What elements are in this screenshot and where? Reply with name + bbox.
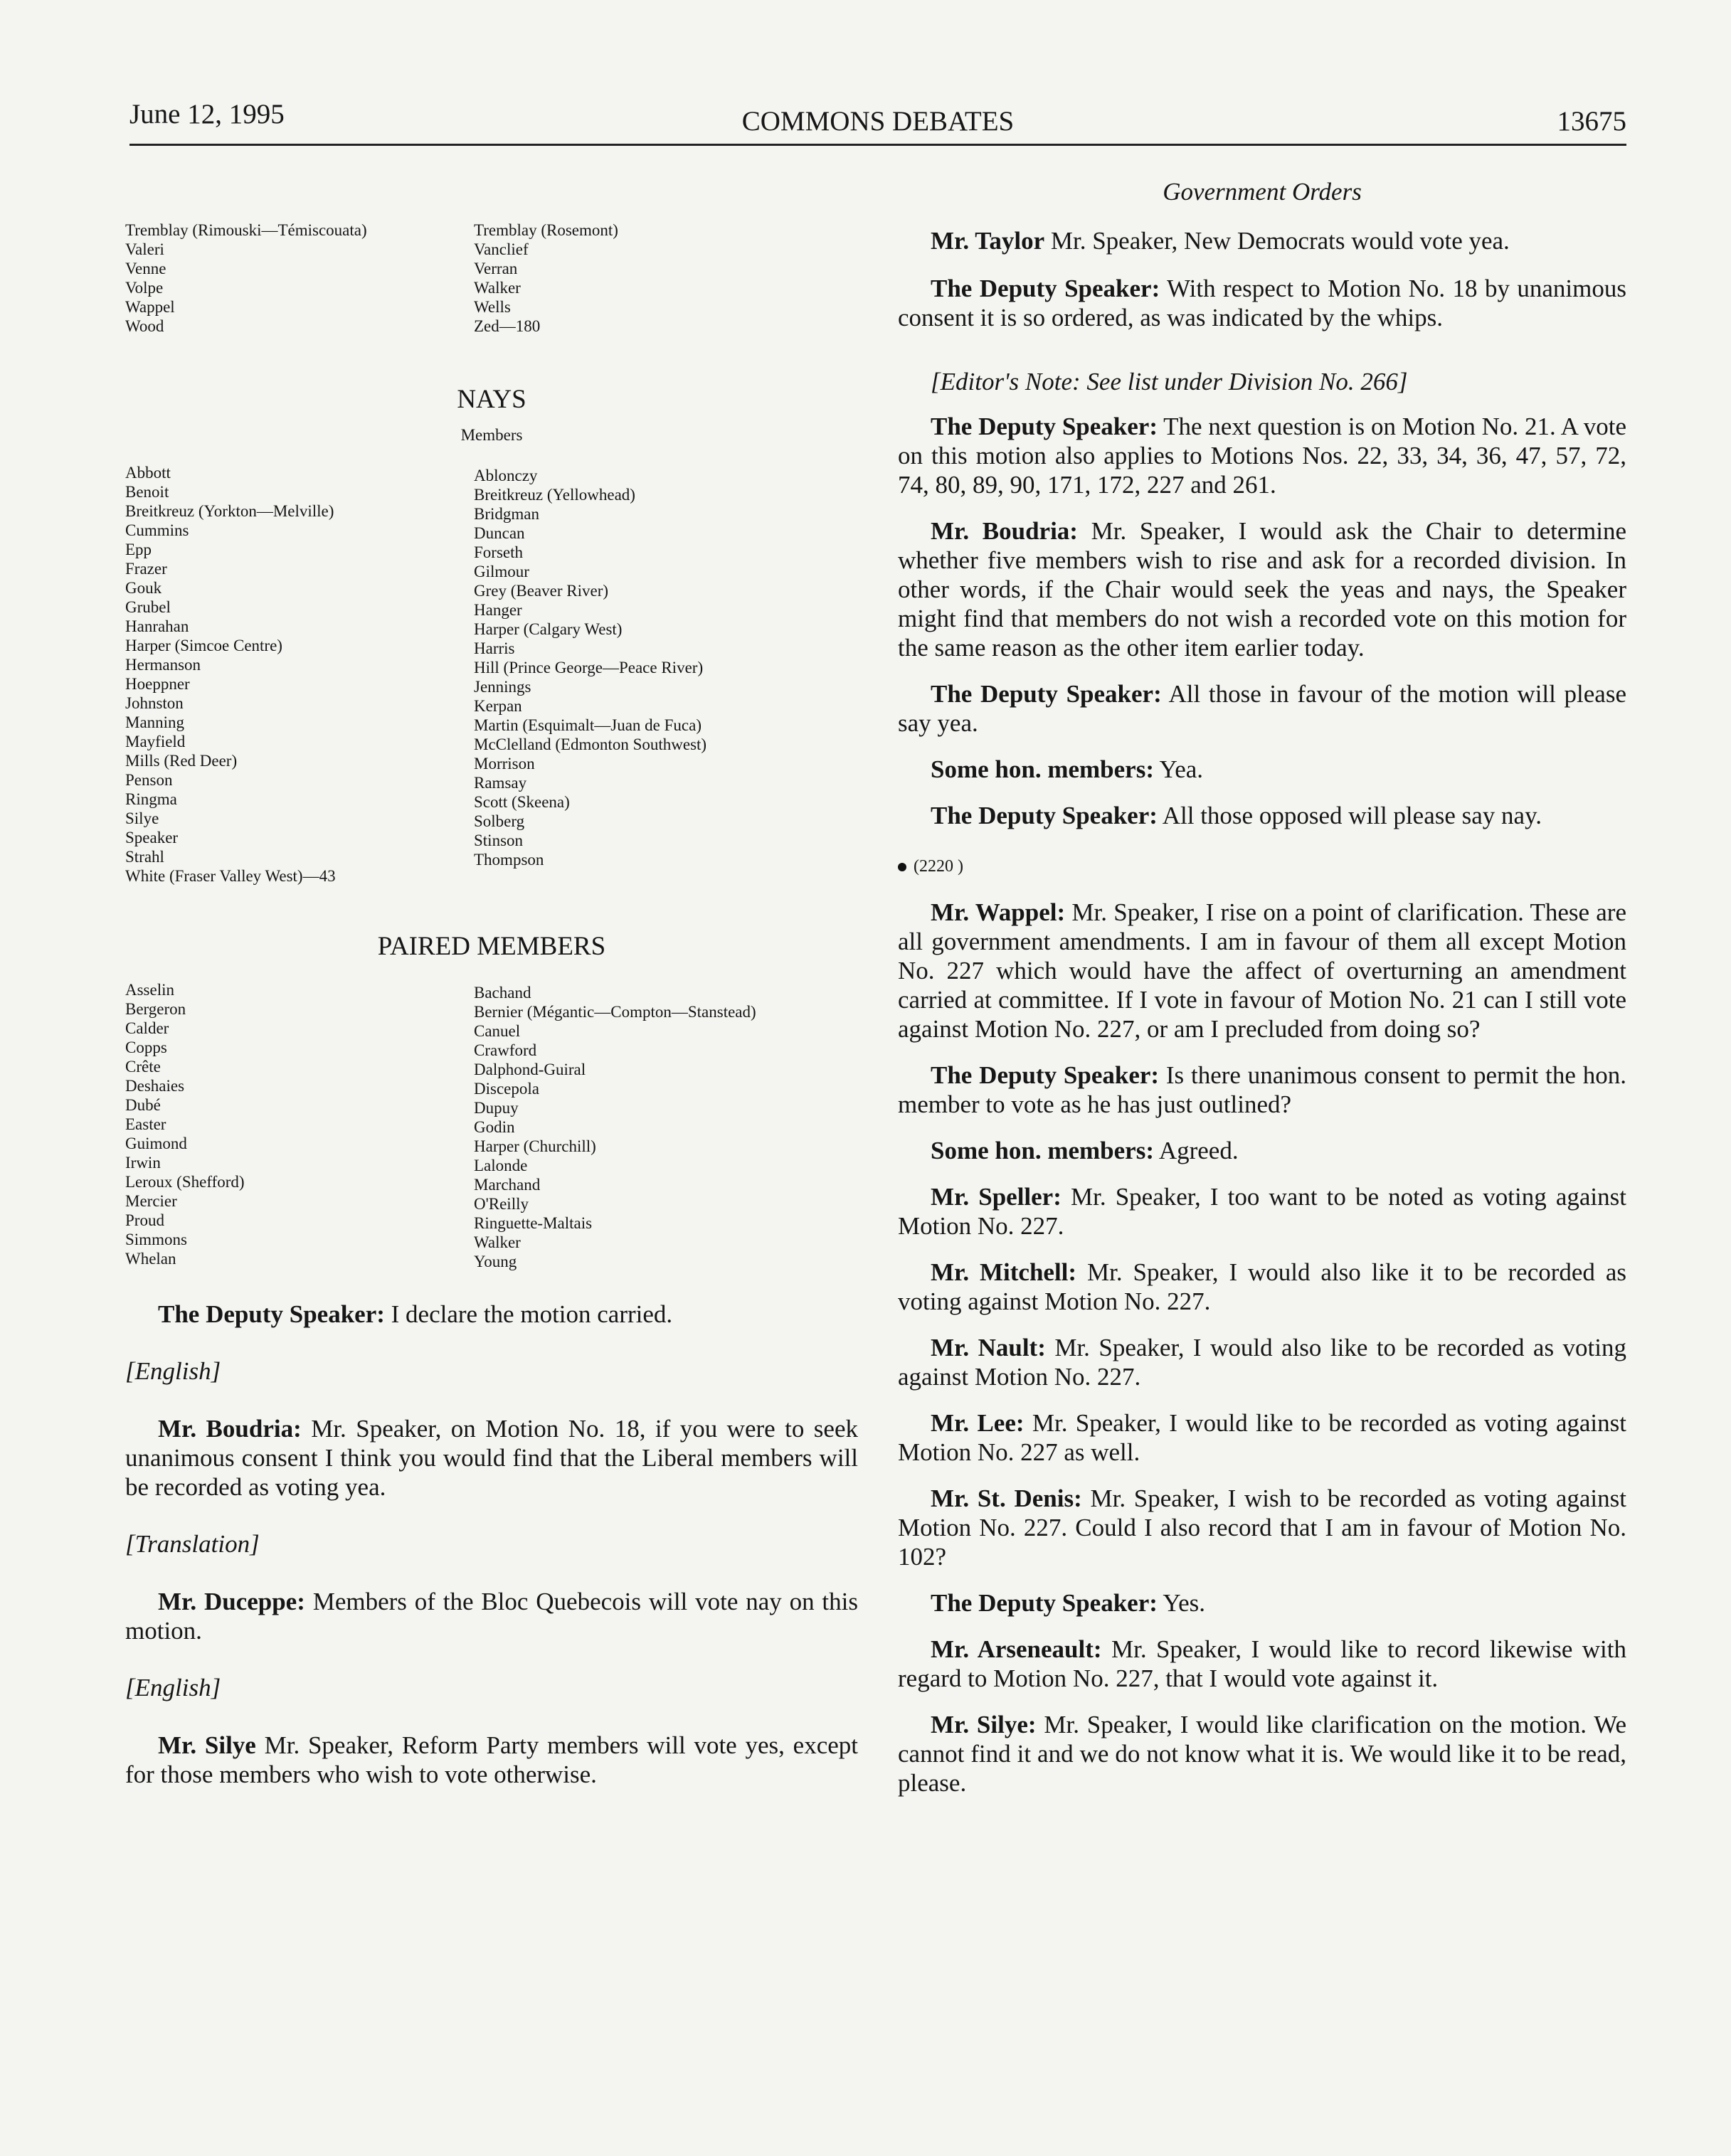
member-name: Harris bbox=[474, 639, 515, 657]
member-name: Ablonczy bbox=[474, 467, 538, 484]
member-name: Asselin bbox=[125, 981, 174, 999]
speech-paragraph bbox=[898, 898, 1626, 1044]
speech-text: Mr. Speaker, on Motion No. 18, if you were to seek unanimous consent I think you would find that the Liberal members will be recorded as voting yea. bbox=[125, 1415, 858, 1501]
page-number: 13675 bbox=[1557, 106, 1626, 137]
member-name: Young bbox=[474, 1253, 517, 1270]
yeas-left-column bbox=[125, 221, 460, 336]
member-name: Hoeppner bbox=[125, 675, 190, 693]
member-name: Deshaies bbox=[125, 1077, 185, 1095]
member-name: Jennings bbox=[474, 678, 531, 696]
member-name: Crawford bbox=[474, 1041, 537, 1059]
member-name: Grubel bbox=[125, 598, 171, 616]
speech-text: Mr. Speaker, I rise on a point of clarification. These are all government amendments. I am in favour of them all except Motion No. 227 which would have the affect of overturning an amendment carried at committee. If I vote in favour of Motion No. 21 can I still vote against Motion No. 227, or am I precluded from doing so? bbox=[898, 898, 1626, 1043]
speech-paragraph bbox=[898, 1258, 1626, 1316]
speaker-name: The Deputy Speaker: bbox=[931, 680, 1162, 708]
page-date: June 12, 1995 bbox=[129, 99, 285, 129]
member-name: Irwin bbox=[125, 1154, 161, 1172]
speaker-name: The Deputy Speaker: bbox=[931, 413, 1158, 440]
member-name: Hermanson bbox=[125, 656, 201, 674]
speech-paragraph bbox=[898, 1333, 1626, 1391]
speaker-name: The Deputy Speaker: bbox=[931, 1061, 1160, 1089]
editor-note: [Editor's Note: See list under Division No. 266] bbox=[931, 368, 1408, 395]
member-name: Thompson bbox=[474, 851, 544, 869]
speech-paragraph bbox=[125, 1414, 858, 1502]
paired-right-column bbox=[474, 980, 808, 1271]
paired-left-column bbox=[125, 980, 460, 1271]
speech-paragraph bbox=[898, 516, 1626, 662]
speaker-name: The Deputy Speaker: bbox=[931, 1589, 1158, 1617]
member-name: Ramsay bbox=[474, 774, 527, 792]
member-name: Verran bbox=[474, 260, 518, 277]
speech-paragraph bbox=[898, 1136, 1626, 1165]
member-name: Wood bbox=[125, 317, 164, 335]
left-speeches bbox=[125, 1300, 858, 1789]
member-name: Kerpan bbox=[474, 697, 522, 715]
speech-paragraph bbox=[898, 1182, 1626, 1241]
member-name: Breitkreuz (Yellowhead) bbox=[474, 486, 635, 504]
member-name: Benoit bbox=[125, 483, 169, 501]
member-name: Solberg bbox=[474, 812, 525, 830]
speaker-name: Mr. Wappel: bbox=[931, 898, 1066, 926]
member-name: Zed—180 bbox=[474, 317, 541, 335]
member-name: Speaker bbox=[125, 829, 179, 846]
speaker-name: Mr. Lee: bbox=[931, 1409, 1025, 1437]
nays-subheading: Members bbox=[460, 426, 523, 444]
speaker-name: The Deputy Speaker: bbox=[158, 1300, 385, 1328]
member-name: Mayfield bbox=[125, 733, 186, 750]
speech-text: Mr. Speaker, I wish to be recorded as voting against Motion No. 227. Could I also record that I am in favour of Motion No. 102? bbox=[898, 1485, 1626, 1571]
member-name: Copps bbox=[125, 1039, 167, 1056]
member-name: Marchand bbox=[474, 1176, 541, 1194]
language-note: [English] bbox=[125, 1674, 221, 1701]
paired-heading: PAIRED MEMBERS bbox=[377, 932, 606, 961]
speaker-name: Mr. Duceppe: bbox=[158, 1588, 305, 1615]
nays-list bbox=[125, 463, 808, 886]
speech-text: Mr. Speaker, I would ask the Chair to determine whether five members wish to rise and ask for a recorded division. In other words, if the Chair would seek the yeas and nays, the Speaker might find that members do not wish a recorded vote on this motion for the same reason as the other item earlier today. bbox=[898, 517, 1626, 662]
speaker-name: Some hon. members: bbox=[931, 1137, 1154, 1164]
member-name: Manning bbox=[125, 713, 185, 731]
member-name: Dubé bbox=[125, 1096, 161, 1114]
time-marker-text: (2220 ) bbox=[914, 857, 963, 876]
member-name: Valeri bbox=[125, 240, 164, 258]
speaker-name: Mr. Nault: bbox=[931, 1334, 1046, 1361]
member-name: Whelan bbox=[125, 1250, 176, 1268]
member-name: Leroux (Shefford) bbox=[125, 1173, 245, 1191]
speech-paragraph bbox=[898, 1635, 1626, 1693]
speech-paragraph bbox=[898, 679, 1626, 738]
speech-text: Mr. Speaker, I would like to record likewise with regard to Motion No. 227, that I would vote against it. bbox=[898, 1635, 1626, 1692]
speech-text: With respect to Motion No. 18 by unanimous consent it is so ordered, as was indicated by the whips. bbox=[898, 275, 1626, 331]
speech-text: Agreed. bbox=[1154, 1137, 1239, 1164]
speech-text: All those opposed will please say nay. bbox=[1157, 802, 1542, 829]
yeas-continued-list bbox=[125, 221, 808, 336]
member-name: Vanclief bbox=[474, 240, 529, 258]
member-name: Canuel bbox=[474, 1022, 521, 1040]
member-name: Gouk bbox=[125, 579, 162, 597]
member-name: Johnston bbox=[125, 694, 184, 712]
speaker-name: Mr. Arseneault: bbox=[931, 1635, 1102, 1663]
speech-paragraph bbox=[898, 755, 1626, 784]
speaker-name: Mr. Mitchell: bbox=[931, 1258, 1077, 1286]
section-title: Government Orders bbox=[1163, 178, 1362, 206]
speech-paragraph bbox=[898, 412, 1626, 499]
speaker-name: Mr. Silye bbox=[158, 1731, 256, 1759]
speech-paragraph bbox=[898, 274, 1626, 332]
nays-left-column bbox=[125, 463, 460, 886]
member-name: Grey (Beaver River) bbox=[474, 582, 609, 600]
speaker-name: Mr. Speller: bbox=[931, 1183, 1062, 1211]
member-name: Bachand bbox=[474, 984, 531, 1002]
member-name: Duncan bbox=[474, 524, 525, 542]
speech-text: Mr. Speaker, I would like clarification on the motion. We cannot find it and we do not know what it is. We would like it to be read, please. bbox=[898, 1711, 1626, 1797]
time-marker bbox=[898, 857, 1626, 876]
paired-list bbox=[125, 980, 808, 1271]
speech-paragraph bbox=[898, 226, 1626, 255]
member-name: Stinson bbox=[474, 832, 524, 849]
member-name: Godin bbox=[474, 1118, 515, 1136]
speaker-name: Mr. St. Denis: bbox=[931, 1485, 1082, 1512]
speech-text: Is there unanimous consent to permit the hon. member to vote as he has just outlined? bbox=[898, 1061, 1626, 1118]
speaker-name: Some hon. members: bbox=[931, 755, 1154, 783]
speech-text: Yes. bbox=[1157, 1589, 1206, 1617]
publication-title: COMMONS DEBATES bbox=[741, 106, 1015, 137]
speech-text: Mr. Speaker, Reform Party members will vote yes, except for those members who wish to vote otherwise. bbox=[125, 1731, 858, 1788]
member-name: Ringuette-Maltais bbox=[474, 1214, 593, 1232]
member-name: Walker bbox=[474, 1233, 521, 1251]
speech-paragraph bbox=[125, 1300, 858, 1329]
nays-heading: NAYS bbox=[457, 385, 526, 414]
member-name: Abbott bbox=[125, 464, 171, 482]
member-name: Tremblay (Rimouski—Témiscouata) bbox=[125, 221, 367, 239]
speech-text: Yea. bbox=[1154, 755, 1204, 783]
member-name: Wells bbox=[474, 298, 511, 316]
member-name: Frazer bbox=[125, 560, 167, 578]
member-name: Bergeron bbox=[125, 1000, 186, 1018]
speech-paragraph bbox=[898, 1588, 1626, 1618]
right-column bbox=[898, 178, 1626, 1815]
speech-text: Members of the Bloc Quebecois will vote nay on this motion. bbox=[125, 1588, 858, 1645]
member-name: Silye bbox=[125, 809, 159, 827]
left-column bbox=[125, 221, 858, 1817]
member-name: Easter bbox=[125, 1115, 166, 1133]
member-name: Mercier bbox=[125, 1192, 177, 1210]
member-name: Simmons bbox=[125, 1231, 187, 1248]
member-name: Venne bbox=[125, 260, 166, 277]
member-name: Bridgman bbox=[474, 505, 539, 523]
member-name: Proud bbox=[125, 1211, 164, 1229]
member-name: Guimond bbox=[125, 1135, 187, 1152]
member-name: Harper (Churchill) bbox=[474, 1137, 596, 1155]
speaker-name: The Deputy Speaker: bbox=[931, 802, 1158, 829]
member-name: Hanger bbox=[474, 601, 522, 619]
member-name: Tremblay (Rosemont) bbox=[474, 221, 618, 239]
member-name: Dalphond-Guiral bbox=[474, 1061, 586, 1078]
language-note: [Translation] bbox=[125, 1530, 260, 1558]
member-name: Epp bbox=[125, 541, 152, 558]
language-note: [English] bbox=[125, 1357, 221, 1385]
member-name: Mills (Red Deer) bbox=[125, 752, 238, 770]
speech-text: Mr. Speaker, New Democrats would vote yea. bbox=[1044, 227, 1510, 255]
member-name: Strahl bbox=[125, 848, 164, 866]
member-name: Lalonde bbox=[474, 1157, 528, 1174]
speech-text: Mr. Speaker, I would like to be recorded as voting against Motion No. 227 as well. bbox=[898, 1409, 1626, 1466]
member-name: Breitkreuz (Yorkton—Melville) bbox=[125, 502, 334, 520]
speech-text: I declare the motion carried. bbox=[384, 1300, 673, 1328]
member-name: Crête bbox=[125, 1058, 161, 1076]
member-name: Scott (Skeena) bbox=[474, 793, 570, 811]
speaker-name: Mr. Taylor bbox=[931, 227, 1045, 255]
member-name: McClelland (Edmonton Southwest) bbox=[474, 736, 707, 753]
speaker-name: Mr. Boudria: bbox=[931, 517, 1078, 545]
member-name: Cummins bbox=[125, 521, 189, 539]
speech-paragraph bbox=[898, 1710, 1626, 1797]
speech-text: All those in favour of the motion will please say yea. bbox=[898, 680, 1626, 737]
member-name: Hanrahan bbox=[125, 617, 189, 635]
speech-paragraph bbox=[898, 801, 1626, 830]
speech-text: Mr. Speaker, I would also like it to be recorded as voting against Motion No. 227. bbox=[898, 1258, 1626, 1315]
speech-paragraph bbox=[125, 1731, 858, 1789]
speaker-name: Mr. Silye: bbox=[931, 1711, 1037, 1738]
member-name: Walker bbox=[474, 279, 521, 297]
speech-paragraph bbox=[898, 1061, 1626, 1119]
speech-text: Mr. Speaker, I too want to be noted as voting against Motion No. 227. bbox=[898, 1183, 1627, 1240]
member-name: Harper (Simcoe Centre) bbox=[125, 637, 282, 654]
member-name: Harper (Calgary West) bbox=[474, 620, 623, 638]
member-name: Discepola bbox=[474, 1080, 539, 1098]
speech-paragraph bbox=[898, 1484, 1626, 1571]
member-name: Gilmour bbox=[474, 563, 529, 580]
right-speeches-b bbox=[898, 412, 1626, 830]
member-name: Bernier (Mégantic—Compton—Stanstead) bbox=[474, 1003, 756, 1021]
speech-text: The next question is on Motion No. 21. A vote on this motion also applies to Motions Nos. 22, 33, 34, 36, 47, 57, 72, 74, 80, 89, 90, 171, 172, 227 and 261. bbox=[898, 413, 1626, 499]
nays-right-column bbox=[474, 463, 808, 886]
member-name: Volpe bbox=[125, 279, 164, 297]
member-name: Morrison bbox=[474, 755, 535, 772]
member-name: White (Fraser Valley West)—43 bbox=[125, 867, 336, 885]
member-name: Forseth bbox=[474, 543, 523, 561]
member-name: Ringma bbox=[125, 790, 177, 808]
page-header bbox=[129, 98, 1626, 146]
member-name: Martin (Esquimalt—Juan de Fuca) bbox=[474, 716, 702, 734]
speech-paragraph bbox=[125, 1587, 858, 1645]
speaker-name: Mr. Boudria: bbox=[158, 1415, 302, 1443]
yeas-right-column bbox=[474, 221, 808, 336]
member-name: Wappel bbox=[125, 298, 175, 316]
member-name: Dupuy bbox=[474, 1099, 519, 1117]
right-speeches-a bbox=[898, 226, 1626, 332]
member-name: Penson bbox=[125, 771, 173, 789]
speech-text: Mr. Speaker, I would also like to be recorded as voting against Motion No. 227. bbox=[898, 1334, 1626, 1391]
bullet-icon bbox=[898, 863, 906, 871]
member-name: Calder bbox=[125, 1019, 169, 1037]
member-name: O'Reilly bbox=[474, 1195, 529, 1213]
right-speeches-c bbox=[898, 898, 1626, 1797]
speech-paragraph bbox=[898, 1408, 1626, 1467]
member-name: Hill (Prince George—Peace River) bbox=[474, 659, 704, 676]
speaker-name: The Deputy Speaker: bbox=[931, 275, 1160, 302]
